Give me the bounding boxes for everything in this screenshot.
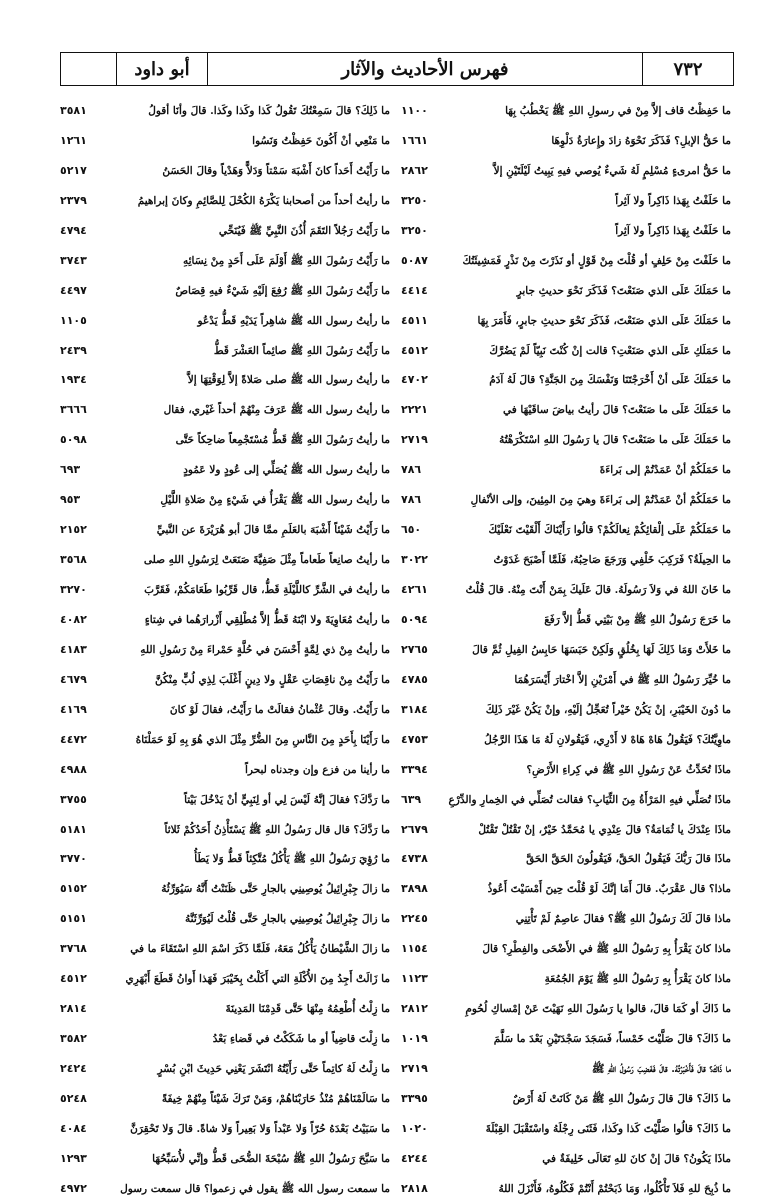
hadith-number: ٩٥٣ [60,493,81,507]
hadith-number: ٢٤٢٤ [60,1062,87,1075]
entry-text: ماذَا تُصَلِّي فيهِ المَرْأَةُ مِنَ الثِّيَابِ؟ فقالت تُصَلِّي في الخِمارِ والدِّرْعِ [448,793,731,806]
index-entry [60,306,390,336]
entry-text: ما حَمَلَكَ عَلَى أنْ أَخْرَجْتَنَا وَنَفْسَكَ مِنَ الجَنَّةِ؟ قالَ لَهُ آدَمُ [489,374,731,387]
hadith-number: ٦٩٣ [60,463,81,477]
entry-text: ما خَرَجَ رَسُولُ اللهِ ﷺ مِنْ بَيْتِي قَطُّ إلاَّ رَفَعَ [544,613,731,626]
index-entry [401,755,731,785]
entry-text: ماذا كانَ يَقْرَأُ بِهِ رَسُولُ اللهِ ﷺ يَوْمَ الجُمُعَةِ [544,973,731,986]
index-entry [60,1084,390,1114]
entry-text: ما رأيتُ رسول الله ﷺ صلى صَلاةً إلاَّ لِوَقْتِهَا إلاَّ [187,374,390,387]
index-entry [401,336,731,366]
index-entry [60,844,390,874]
entry-text: ما حَمَلَكَ عَلَى الذي صَنَعْتَ؟ فَذَكَرَ نَحْوَ حديثِ جابرٍ [516,284,731,297]
hadith-number: ٥٠٩٨ [60,433,87,447]
entry-text: ما حَمَلَكَ عَلَى ما صَنَعْتَ؟ قالَ يا رَسُولَ اللهِ اسْتَكْرَهْتُهُ [499,434,731,447]
hadith-number: ١٢٦١ [60,133,87,147]
hadith-number: ٣٥٦٨ [60,553,87,567]
entry-text: ما زِلْتُ أُطْعِمُهُ مِنْهَا حَتَّى قَدِمْنَا المَدِينَةَ [225,1003,390,1016]
index-entry [401,515,731,545]
hadith-number: ٢١٥٢ [60,523,87,537]
index-entry [60,964,390,994]
index-entry [60,785,390,815]
hadith-number: ٣٣٩٤ [401,762,428,776]
index-entry [60,156,390,186]
index-column-left [60,96,390,1195]
index-entry [60,695,390,725]
index-entry [401,156,731,186]
entry-text: ما ذَاكَ؟ قالَ صَلَّيْتَ خَمْساً، فَسَجَدَ سَجْدَتَيْنِ بَعْدَ ما سَلَّمَ [493,1033,731,1046]
hadith-number: ٣٢٥٠ [401,223,428,237]
index-entry [60,246,390,276]
entry-text: ما زَالَتْ أَجِدُ مِنَ الأُكْلَةِ التي أَكَلْتُ بِخَيْبَرَ فَهَذا أَوانُ قَطَعَ أَبْهَرِي [125,973,390,986]
hadith-number: ٢٦٧٩ [401,822,428,836]
entry-text: ماذا؟ قال عَقْرَبٌ. قالَ أَمَا إنَّكَ لَوْ قُلْتَ حِينَ أَمْسَيْتَ أَعُوذُ [487,883,731,896]
index-entry [60,605,390,635]
index-entry [401,365,731,395]
hadith-number: ٤٥١٢ [60,972,87,986]
hadith-number: ٤٧٥٣ [401,732,428,746]
hadith-number: ٥١٥٢ [60,882,87,896]
hadith-number: ٢٨٦٢ [401,163,428,177]
hadith-number: ٤٥١٢ [401,343,428,357]
index-entry [60,665,390,695]
hadith-number: ٥١٨١ [60,822,87,836]
book-author: أبو داود [116,53,207,85]
entry-text: ما رأيتُ صانِعاً طَعاماً مِثْلَ صَفِيَّةَ صَنَعَتْ لِرَسُولِ اللهِ صلى [143,554,390,567]
hadith-number: ٥٠٩٤ [401,612,428,626]
entry-text: ما خَلأَتْ وَمَا ذَلِكَ لَهَا بِخُلُقٍ وَلَكِنْ حَبَسَهَا حَابِسُ الفِيلِ ثُمَّ قالَ [472,643,731,656]
hadith-number: ٤٤١٤ [401,283,428,297]
hadith-number: ٢٢٤٥ [401,912,428,926]
entry-text: ما رَأَيْتُ شَيْئاً أَشْبَهَ بالعَلَمِ ممَّا قالَ أبو هُرَيْرَةَ عن النَّبيِّ [156,524,390,537]
index-entry [401,904,731,934]
entry-text: ماذَا قالَ رَبُّكَ فَيَقُولُ الحَقَّ، فَيَقُولُونَ الحَقَّ الحَقَّ [526,853,731,866]
entry-text: ما رَدَّكَ؟ قال قال رَسُولُ اللهِ ﷺ يَسْتَأْذِنُ أَحَدُكُمْ ثَلاثاً [164,823,390,836]
index-entry [401,964,731,994]
entry-text: ماوِيَّتُكَ؟ فَيَقُولُ هَاهْ هَاهْ لا أَدْرِي، فَيَقُولانِ لَهُ مَا هَذَا الرَّجُلُ [484,733,731,746]
index-entry [60,575,390,605]
index-entry [60,1024,390,1054]
entry-text: ما رأيتُ رسول الله ﷺ يَقْرَأُ في شَيْءٍ مِنْ صَلاةِ اللَّيْلِ [160,494,390,507]
index-entry [401,455,731,485]
hadith-number: ٢٤٣٩ [60,343,87,357]
entry-text: ما ذَلِكَ؟ قالَ سَمِعْتُكَ تَقُولُ كَذا وكَذا وكَذا. قالَ وأنَا أقولُ [148,105,390,117]
entry-text: ما خَانَ اللهُ في وَلاَ رَسُولَهُ. قالَ عَلَيكَ بِمَنْ أَنْتَ مِنْهُ. قالَ قُلْتُ [465,584,731,596]
entry-text: ما رَأَيْتُ أَحَداً كانَ أَشْبَهَ سَمْتاً وَدَلاًّ وَهَدْياً وقالَ الحَسَنُ [162,164,390,177]
hadith-number: ٣٧٦٨ [60,942,87,956]
entry-text: ما حَقُّ الإبلِ؟ فَذَكَرَ نَحْوَهُ زادَ وإِعارَةُ دَلْوِهَا [551,134,731,147]
entry-text: ما ذَاكَ؟ قالَ فَأَخْبَرْتُهُ. قالَ فَغَضِبَ رَسُولُ اللهِ ﷺ [591,1063,731,1075]
entry-text: ما حَمَلَكِ عَلَى الذي صَنَعْتِ؟ قالت إنْ كُنْتَ نَبِيّاً لَمْ يَضُرَّكَ [489,344,731,357]
hadith-number: ١١٠٥ [60,313,87,327]
entry-text: ما حَمَلَكُمْ عَلَى إلْقائِكُمْ نِعالَكُمْ؟ قالُوا رَأَيْنَاكَ أَلْقَيْتَ نَعْلَيْكَ [488,524,731,537]
entry-text: ماذا قالَ لَكَ رَسُولُ اللهِ ﷺ؟ فقالَ عاصِمٌ لَمْ تَأْتِنِي [515,913,731,926]
index-entry [401,695,731,725]
hadith-number: ٤٢٤٤ [401,1151,428,1165]
index-entry [60,425,390,455]
index-entry [401,395,731,425]
entry-text: ما خُيِّرَ رَسُولُ اللهِ ﷺ في أَمْرَيْنِ إلاَّ اخْتارَ أَيْسَرَهُمَا [514,673,731,686]
entry-text: ما حَقُّ امرىءٍ مُسْلِمٍ لَهُ شَيءٌ يُوصي فيهِ يَبِيتُ لَيْلَتَيْنِ إلاَّ [493,164,731,177]
index-entry [401,96,731,126]
index-entry [401,1114,731,1144]
entry-text: ما زِلْتَ قاضِياً أو ما شَكَكْتُ في قَضاءِ بَعْدُ [212,1033,390,1046]
hadith-number: ٤٤٧٢ [60,732,87,746]
index-entry [60,934,390,964]
index-entry [60,96,390,126]
index-entry [401,545,731,575]
hadith-number: ٤٤٩٧ [60,283,87,297]
hadith-number: ٧٨٦ [401,493,422,507]
index-entry [401,425,731,455]
hadith-number: ٢٣٧٩ [60,193,87,207]
entry-text: ما زالَ جِبْرِائِيلُ يُوصِينِي بالجارِ حَتَّى قُلْتُ لَيُوَرِّثَنَّهُ [185,913,390,926]
index-column-right [401,96,731,1195]
hadith-number: ١٦٦١ [401,133,428,147]
entry-text: ما حَمَلَكَ عَلَى ما صَنَعْتَ؟ قالَ رأيتُ بياضَ ساقَيْهَا في [502,404,731,417]
hadith-number: ٢٨١٤ [60,1002,87,1016]
index-entry [401,635,731,665]
entry-text: ما سَالَمْنَاهُمْ مُنْذُ حَارَبْنَاهُمْ، وَمَنْ تَرَكَ شَيْئاً مِنْهُمْ خِيفَةً [161,1092,390,1105]
hadith-number: ٤١٨٣ [60,642,87,656]
entry-text: ما حَمَلَكُمْ أنْ عَمَدْتُمْ إلى بَراءَةَ وهيَ مِنَ المِئِينَ، وإلى الأنْفالِ [470,494,731,507]
hadith-number: ٣٥٨١ [60,104,87,117]
entry-text: ماذَا عِنْدَكَ يا ثُمَامَةُ؟ قالَ عِنْدِي يا مُحَمَّدُ خَيْرٌ، إنْ تَقْتُلْ تَقْتُلْ [478,823,731,836]
header-empty-cell [61,53,116,85]
hadith-number: ١٠٢٠ [401,1121,428,1135]
index-entry [60,186,390,216]
entry-text: ماذَا تُحَدِّثُ عَنْ رَسُولِ اللهِ ﷺ في كِراءِ الأَرْضِ؟ [526,763,731,776]
entry-text: ما مَنْعِي أنْ أَكُونَ حَفِظْتُ وَنَسُوا [252,134,390,147]
entry-text: ما حَمَلَكُمْ أنْ عَمَدْتُمْ إلى بَراءَةَ [599,464,731,477]
index-entry [401,605,731,635]
hadith-number: ٣١٨٤ [401,702,428,716]
entry-text: ما رأيتُ رسول الله ﷺ يُصَلِّي إلى عُودٍ ولا عَمُودٍ [183,464,390,477]
entry-text: ما رأيتُ في الشَّرِّ كاللَّيْلَةِ قَطُّ، قال قَرِّبُوا طَعَامَكُمْ، فَقَرَّبَ [144,584,390,596]
entry-text: ما رأيتُ مُعَاوِيَةَ ولا ابْنَهُ قَطُّ إلاَّ مُطْلِقِي أَزْرارَهُما في شِتاءٍ [144,613,390,626]
entry-text: ما سمعت رسول الله ﷺ يقول في زعموا؟ قال سمعت رسول [120,1182,390,1195]
index-entry [401,186,731,216]
entry-text: ما حَلَفْتُ بِهَذا ذَاكِراً ولا آثِراً [615,194,731,207]
entry-text: ما ذَاكَ؟ قالَ قالَ رَسُولُ اللهِ ﷺ مَنْ كَانَتْ لَهُ أَرْضٌ [512,1092,731,1105]
hadith-number: ١٠١٩ [401,1032,428,1046]
entry-text: ماذا كانَ يَقْرَأُ بِهِ رَسُولُ اللهِ ﷺ في الأَضْحَى والفِطْرِ؟ قالَ [482,943,731,956]
hadith-number: ٧٨٦ [401,463,422,477]
page-header [60,52,734,86]
hadith-number: ٤٧٠٢ [401,373,428,387]
hadith-number: ٥٢٤٨ [60,1091,87,1105]
index-entry [401,665,731,695]
index-entry [401,216,731,246]
hadith-number: ٤٢٦١ [401,583,428,596]
entry-text: ما الحِيلَةُ؟ فَرَكِبَ خَلْفِي وَرَجَعَ صَاحِبُهُ، فَلَمَّا أَصْبَحَ غَدَوْتُ [493,554,731,567]
index-entry [60,515,390,545]
entry-text: ما رأيتُ رسول الله ﷺ عَرَفَ مِنْهُمْ أحداً غَيْري، فقال [163,404,390,417]
index-entry [401,575,731,605]
index-entry [401,126,731,156]
hadith-number: ٤٧٨٥ [401,672,428,686]
entry-text: ما رُؤِيَ رَسُولُ اللهِ ﷺ يَأْكُلُ مُتَّكِئاً قَطُّ وَلا يَطَأُ [194,853,390,866]
index-entry [60,216,390,246]
index-entry [60,994,390,1024]
entry-text: ما رَأَيْتُ رَسُولَ اللهِ ﷺ صائِماً العَشْرَ قَطُّ [213,344,390,357]
hadith-number: ١٩٣٤ [60,373,87,387]
hadith-number: ٤٩٧٢ [60,1181,87,1195]
index-entry [401,1174,731,1204]
entry-text: ما رأيتُ أحداً من أصحابنا يَكْرَهُ الكُحْلَ لِلصَّائِمِ وكانَ إبراهيمُ [137,194,390,207]
entry-text: ما حَفِظْتُ قاف إلاَّ مِنْ في رسولِ اللهِ ﷺ يَخْطُبُ بِهَا [505,105,731,117]
hadith-number: ٢٢٢١ [401,403,428,417]
entry-text: ما رَأَيْتُ رَجُلاً التَقَمَ أُذُنَ النَّبِيِّ ﷺ فَيُنَحِّي [218,224,390,237]
entry-text: ما رأينا من فزع وإن وجدناه لبحراً [245,763,390,776]
index-entry [60,365,390,395]
index-entry [60,755,390,785]
index-entry [60,395,390,425]
hadith-number: ١١٢٣ [401,972,428,986]
hadith-number: ٣٧٥٥ [60,792,87,806]
hadith-number: ١١٠٠ [401,104,428,117]
entry-text: ما زِلْتُ لَهُ كاتِماً حَتَّى رَأَيْتُهُ انْتَشَرَ يَعْنِي حَدِيثَ ابْنِ بُسْرٍ [157,1063,390,1075]
hadith-number: ٥٢١٧ [60,163,87,177]
hadith-number: ٤٦٧٩ [60,672,87,686]
index-entry [401,246,731,276]
entry-text: ما زالَ الشَّيْطانُ يَأْكُلُ مَعَهُ، فَلَمَّا ذَكَرَ اسْمَ اللهِ اسْتَقَاءَ ما في [130,943,390,956]
index-entry [401,1084,731,1114]
index-entry [401,844,731,874]
entry-text: ما رَأَيْتُ رَسُولَ اللهِ ﷺ أَوْلَمَ عَلَى أَحَدٍ مِنْ نِسَائِهِ [182,254,390,267]
entry-text: ما ذَاكَ؟ قالُوا صَلَّيْتَ كَذا وكَذا، فَثَنَى رِجْلَهُ واسْتَقْبَلَ القِبْلَةَ [485,1122,731,1135]
page-title: فهرس الأحاديث والآثار [207,53,642,85]
hadith-number: ٤٧٣٨ [401,852,428,866]
index-entry [401,1024,731,1054]
index-entry [401,1144,731,1174]
entry-text: ما رَأَيْنَا بِأَحَدٍ مِنَ النَّاسِ مِنَ الضُّرِّ مِثْلَ الذي هُوَ بِهِ لَوْ حَمَلْنَاهُ [135,733,390,746]
index-entry [60,874,390,904]
hadith-number: ١١٥٤ [401,942,428,956]
hadith-number: ٣٣٩٥ [401,1091,428,1105]
entry-text: ما سَبَيْتُ بَعْدَهُ حُرّاً وَلا عَبْداً وَلا بَعِيراً وَلا شاةً. قالَ وَلا تَحْقِرَنَّ [130,1122,390,1135]
hadith-number: ٥١٥١ [60,912,87,926]
hadith-number: ٣٥٨٢ [60,1032,87,1046]
index-entry [401,276,731,306]
entry-text: ما حَمَلَكَ عَلَى الذي صَنَعْتَ، فَذَكَرَ نَحْوَ حديثِ جابرٍ، فَأَمَرَ بِهَا [477,314,731,327]
page-number: ٧٣٢ [642,53,733,85]
entry-text: ما زالَ جِبْرِائِيلُ يُوصِينِي بالجارِ حَتَّى ظَنَنْتُ أَنَّهُ سَيُوَرِّثُهُ [161,883,390,896]
index-entry [60,1114,390,1144]
index-entry [60,126,390,156]
index-entry [401,815,731,845]
entry-text: ما رَدَّكَ؟ فقالَ إنَّهُ لَيْسَ لِي أو لِنَبِيٍّ أنْ يَدْخُلَ بَيْتاً [184,793,390,806]
index-entry [60,545,390,575]
index-entry [60,1144,390,1174]
hadith-number: ٣٨٩٨ [401,882,428,896]
hadith-number: ٤٩٨٨ [60,762,87,776]
hadith-number: ٣٧٧٠ [60,852,87,866]
entry-text: ما رَأَيْتُ. وقالَ عُثْمانُ فقالَتْ ما رَأَيْتُ، فقالَ لَوْ كانَ [169,703,390,716]
entry-text: ما حَلَفْتَ مِنْ حَلِفٍ أو قُلْتَ مِنْ قَوْلٍ أو نَذَرْتَ مِنْ نَذْرٍ فَمَشِيئَتُكَ [462,254,731,267]
entry-text: ما رأيتُ رَسُولَ اللهِ ﷺ قَطُّ مُسْتَجْمِعاً ضاحِكاً حَتَّى [175,434,390,447]
index-entry [60,1174,390,1204]
hadith-number: ٣٢٥٠ [401,193,428,207]
index-entry [60,1054,390,1084]
index-entry [401,874,731,904]
hadith-number: ١٢٩٣ [60,1151,87,1165]
hadith-number: ٦٣٩ [401,792,422,806]
entry-text: ما حَلَفْتُ بِهَذا ذَاكِراً ولا آثِراً [615,224,731,237]
hadith-number: ٢٧١٩ [401,1062,428,1075]
hadith-number: ٣٦٦٦ [60,403,87,417]
hadith-number: ٣٠٢٢ [401,553,428,567]
hadith-number: ٣٧٤٣ [60,253,87,267]
entry-text: ما رَأَيْتُ رَسُولَ اللهِ ﷺ رُفِعَ إلَيْهِ شَيْءٌ فيهِ قِصَاصٌ [175,284,390,297]
index-entry [60,904,390,934]
entry-text: ما سَبَّحَ رَسُولُ اللهِ ﷺ سُبْحَةَ الضُّحَى قَطُّ وإنِّي لأُسَبِّحُهَا [152,1152,390,1165]
hadith-number: ٤٠٨٢ [60,612,87,626]
hadith-number: ٤٧٩٤ [60,223,87,237]
index-entry [60,725,390,755]
index-entry [60,336,390,366]
hadith-number: ٣٢٧٠ [60,583,87,596]
index-entry [401,485,731,515]
hadith-number: ٤٥١١ [401,313,428,327]
entry-text: ما رأيتُ رسول الله ﷺ شاهِراً يَدَيْهِ قَطُّ يَدْعُو [197,314,390,327]
entry-text: ما رأيتُ مِنْ ذي لِمَّةٍ أَحْسَنَ في حُلَّةٍ حَمْراءَ مِنْ رَسُولِ اللهِ [140,643,390,656]
hadith-number: ٦٥٠ [401,523,422,537]
hadith-number: ٢٨١٢ [401,1002,428,1016]
entry-text: ما ذَاكَ أو كَمَا قالَ، قالوا يا رَسُولَ اللهِ نَهَيْتَ عَنْ إمْساكِ لُحُومِ [465,1003,731,1016]
entry-text: ما دُونَ الخَيْبَرِ، إنْ يَكُنْ خَيْراً تُعَجِّلُ إلَيْهِ، وإنْ يَكُنْ غَيْرَ ذَلِكَ [485,703,731,716]
hadith-number: ٢٧١٩ [401,433,428,447]
hadith-number: ٢٨١٨ [401,1181,428,1195]
index-entry [401,934,731,964]
entry-text: ماذَا يَكُونُ؟ قالَ إنْ كانَ للهِ تَعَالَى خَلِيفَةٌ في [542,1152,731,1165]
entry-text: ما ذُبِحَ للهِ فَلاَ تَأْكُلُوا، وَمَا ذَبَحْتُمْ أَنْتُمْ فَكُلُوهُ، فَأَنْزَلَ اللهُ [498,1182,731,1195]
index-entry [401,785,731,815]
hadith-number: ٤١٦٩ [60,702,87,716]
hadith-number: ٢٧٦٥ [401,642,428,656]
index-entry [60,485,390,515]
index-entry [60,276,390,306]
index-entry [60,635,390,665]
index-entry [60,815,390,845]
index-entry [401,1054,731,1084]
hadith-number: ٤٠٨٤ [60,1121,87,1135]
entry-text: ما رَأَيْتُ مِنْ ناقِصَاتِ عَقْلٍ ولا دِينٍ أَغْلَبَ لِذِي لُبٍّ مِنْكُنَّ [155,673,390,686]
index-entry [60,455,390,485]
index-entry [401,725,731,755]
hadith-number: ٥٠٨٧ [401,253,428,267]
index-entry [401,994,731,1024]
index-entry [401,306,731,336]
